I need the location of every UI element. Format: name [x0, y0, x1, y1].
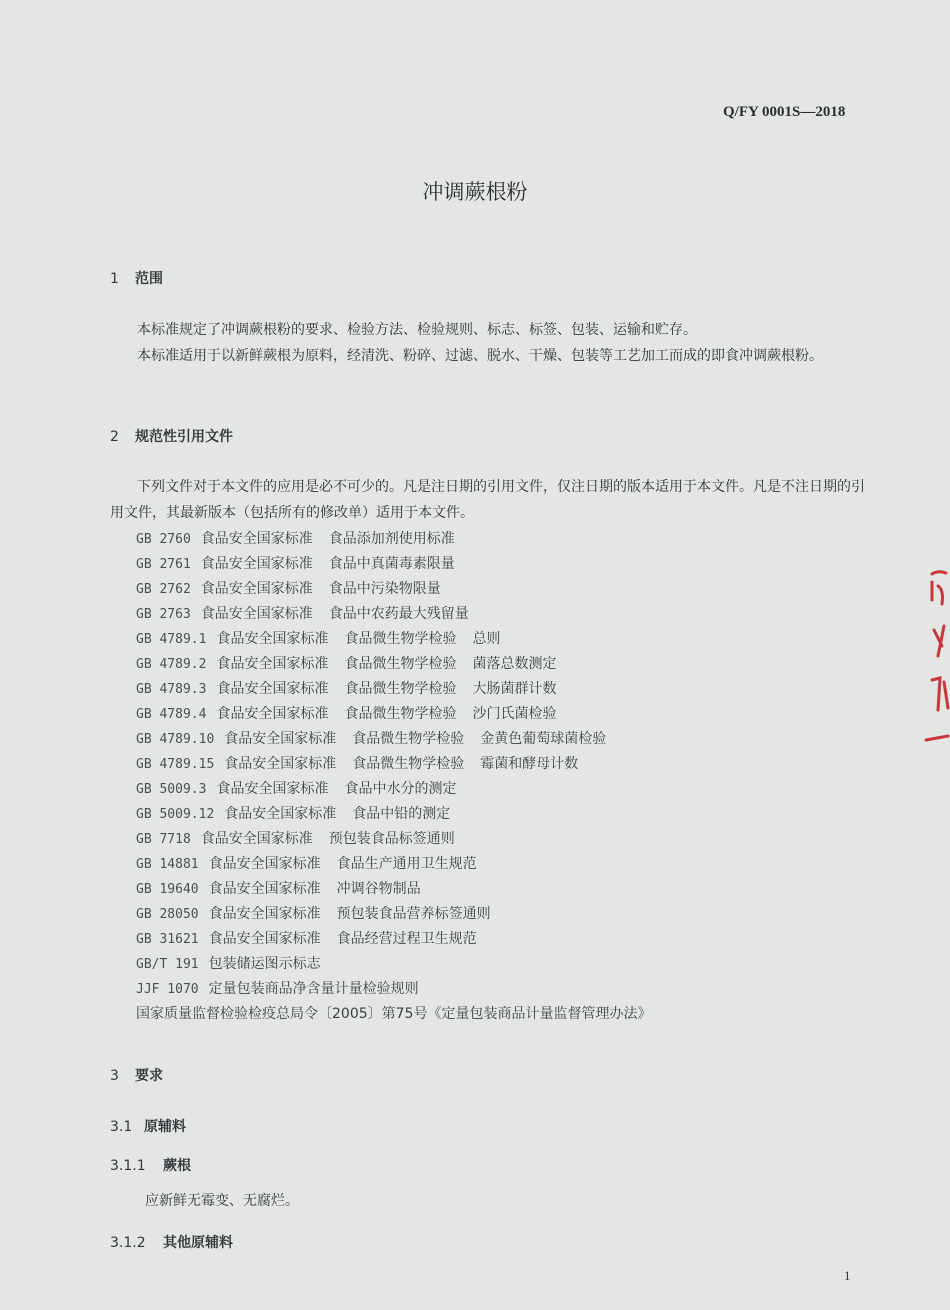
reference-item [136, 727, 651, 752]
reference-code: GB 31621 [136, 932, 199, 947]
reference-item [136, 977, 651, 1002]
reference-item [136, 602, 651, 627]
scope-text-1: 本标准规定了冲调蕨根粉的要求、检验方法、检验规则、标志、标签、包装、运输和贮存。 [137, 322, 697, 338]
subsection-heading-other-materials [110, 1232, 233, 1252]
reference-code: GB/T 191 [136, 957, 199, 972]
section-title: 范围 [135, 271, 163, 287]
section-title: 原辅料 [144, 1119, 186, 1135]
reference-item [136, 552, 651, 577]
section-title: 要求 [135, 1068, 163, 1084]
reference-name: 食品中农药最大残留量 [328, 606, 469, 622]
references-intro [110, 474, 870, 526]
reference-subtitle: 菌落总数测定 [472, 656, 557, 672]
reference-name: 食品微生物学检验 [352, 756, 465, 772]
reference-code: GB 4789.15 [136, 757, 215, 772]
reference-item [136, 577, 651, 602]
reference-name: 包装储运图示标志 [208, 956, 321, 972]
reference-org: 食品安全国家标准 [200, 606, 313, 622]
scope-paragraph-1 [110, 317, 870, 343]
references-intro-text: 下列文件对于本文件的应用是必不可少的。凡是注日期的引用文件，仅注日期的版本适用于本文件。凡是不注日期的引用文件，其最新版本（包括所有的修改单）适用于本文件。 [110, 479, 865, 521]
reference-item [136, 827, 651, 852]
reference-org: 食品安全国家标准 [216, 706, 329, 722]
reference-subtitle: 金黄色葡萄球菌检验 [480, 731, 607, 747]
reference-code: GB 2762 [136, 582, 191, 597]
reference-org: 食品安全国家标准 [216, 631, 329, 647]
reference-org: 食品安全国家标准 [208, 931, 321, 947]
reference-code: GB 28050 [136, 907, 199, 922]
reference-name: 食品中铅的测定 [352, 806, 451, 822]
reference-name: 食品微生物学检验 [344, 706, 457, 722]
standard-code: Q/FY 0001S—2018 [723, 104, 846, 120]
reference-item [136, 852, 651, 877]
reference-name: 冲调谷物制品 [336, 881, 421, 897]
section-title: 规范性引用文件 [135, 429, 233, 445]
reference-code: GB 5009.12 [136, 807, 215, 822]
reference-name: 食品添加剂使用标准 [328, 531, 455, 547]
reference-code: GB 2761 [136, 557, 191, 572]
section-number: 3 [110, 1068, 119, 1084]
reference-org: 食品安全国家标准 [216, 781, 329, 797]
reference-name: 定量包装商品净含量计量检验规则 [208, 981, 419, 997]
reference-name: 食品生产通用卫生规范 [336, 856, 477, 872]
reference-code: GB 14881 [136, 857, 199, 872]
section-number: 2 [110, 429, 119, 445]
reference-name: 国家质量监督检验检疫总局令〔2005〕第75号《定量包装商品计量监督管理办法》 [136, 1006, 652, 1022]
reference-code: GB 19640 [136, 882, 199, 897]
reference-org: 食品安全国家标准 [224, 756, 337, 772]
page-number: 1 [844, 1268, 851, 1283]
section-heading-references [110, 426, 233, 446]
reference-org: 食品安全国家标准 [208, 856, 321, 872]
section-heading-requirements [110, 1065, 163, 1085]
reference-code: GB 4789.1 [136, 632, 207, 647]
reference-name: 食品中真菌毒素限量 [328, 556, 455, 572]
reference-item [136, 877, 651, 902]
reference-item [136, 527, 651, 552]
reference-item [136, 702, 651, 727]
reference-org: 食品安全国家标准 [200, 556, 313, 572]
reference-name: 食品微生物学检验 [344, 681, 457, 697]
scope-paragraph-2 [110, 343, 870, 369]
section-number: 1 [110, 271, 119, 287]
reference-name: 食品经营过程卫生规范 [336, 931, 477, 947]
reference-item [136, 777, 651, 802]
reference-subtitle: 大肠菌群计数 [472, 681, 557, 697]
section-number: 3.1.2 [110, 1235, 146, 1251]
reference-code: GB 4789.2 [136, 657, 207, 672]
reference-code: GB 2760 [136, 532, 191, 547]
reference-org: 食品安全国家标准 [208, 906, 321, 922]
reference-item [136, 652, 651, 677]
reference-item [136, 952, 651, 977]
seal-stamp-fragment [918, 560, 950, 760]
reference-name: 食品微生物学检验 [352, 731, 465, 747]
reference-org: 食品安全国家标准 [224, 731, 337, 747]
fern-requirement-text: 应新鲜无霉变、无腐烂。 [145, 1193, 299, 1209]
reference-code: GB 2763 [136, 607, 191, 622]
reference-code: GB 5009.3 [136, 782, 207, 797]
section-title: 其他原辅料 [163, 1235, 233, 1251]
section-number: 3.1 [110, 1119, 133, 1135]
reference-subtitle: 总则 [472, 631, 501, 647]
reference-list [136, 527, 651, 1027]
reference-item [136, 752, 651, 777]
reference-org: 食品安全国家标准 [216, 681, 329, 697]
reference-item [136, 677, 651, 702]
reference-name: 食品微生物学检验 [344, 631, 457, 647]
reference-item [136, 902, 651, 927]
section-heading-scope [110, 268, 163, 288]
subsection-heading-fern-root [110, 1155, 191, 1175]
scope-text-2: 本标准适用于以新鲜蕨根为原料，经清洗、粉碎、过滤、脱水、干燥、包装等工艺加工而成的即食冲调蕨根粉。 [137, 348, 823, 364]
reference-name: 食品中污染物限量 [328, 581, 441, 597]
reference-org: 食品安全国家标准 [224, 806, 337, 822]
subsection-heading-materials [110, 1116, 186, 1136]
reference-code: GB 4789.10 [136, 732, 215, 747]
reference-code: GB 7718 [136, 832, 191, 847]
reference-item [136, 627, 651, 652]
reference-name: 食品微生物学检验 [344, 656, 457, 672]
section-number: 3.1.1 [110, 1158, 146, 1174]
reference-subtitle: 沙门氏菌检验 [472, 706, 557, 722]
reference-name: 预包装食品营养标签通则 [336, 906, 491, 922]
reference-org: 食品安全国家标准 [208, 881, 321, 897]
reference-name: 食品中水分的测定 [344, 781, 457, 797]
document-title: 冲调蕨根粉 [422, 180, 528, 204]
reference-org: 食品安全国家标准 [200, 581, 313, 597]
reference-org: 食品安全国家标准 [216, 656, 329, 672]
reference-subtitle: 霉菌和酵母计数 [480, 756, 579, 772]
reference-item [136, 1002, 651, 1027]
reference-item [136, 927, 651, 952]
reference-code: GB 4789.3 [136, 682, 207, 697]
section-title: 蕨根 [163, 1158, 191, 1174]
reference-code: GB 4789.4 [136, 707, 207, 722]
reference-code: JJF 1070 [136, 982, 199, 997]
reference-name: 预包装食品标签通则 [328, 831, 455, 847]
reference-org: 食品安全国家标准 [200, 831, 313, 847]
reference-org: 食品安全国家标准 [200, 531, 313, 547]
reference-item [136, 802, 651, 827]
